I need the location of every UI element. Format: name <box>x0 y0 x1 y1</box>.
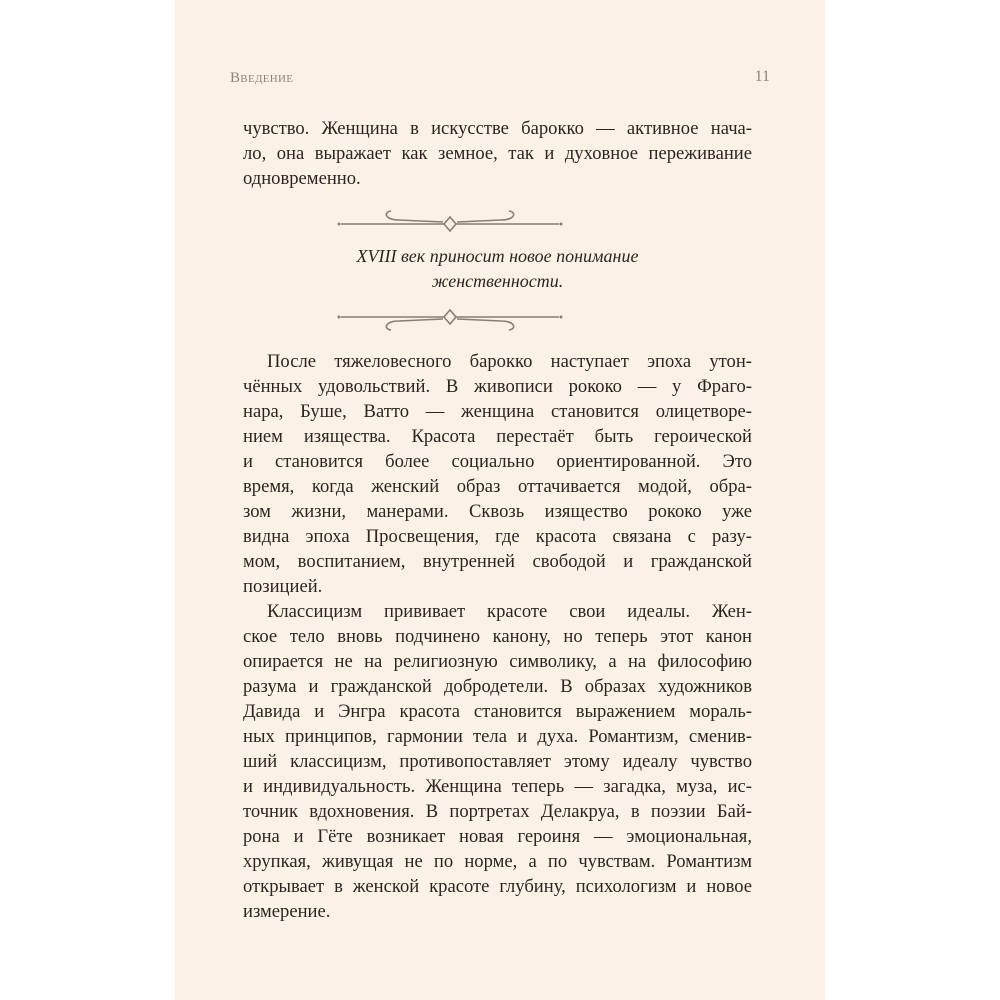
text-line: зом жизни, манерами. Сквозь изящество рококо уже <box>243 501 752 522</box>
text-line: хрупкая, живущая не по норме, а по чувствам. Романтизм <box>243 851 752 872</box>
text-line: ных принципов, гармонии тела и духа. Романтизм, сменив- <box>243 726 752 747</box>
paragraph-2 <box>243 349 752 924</box>
page-number: 11 <box>754 68 770 85</box>
quote-line: XVIII век приносит новое понимание <box>356 246 639 266</box>
text-line: позицией. <box>243 576 323 597</box>
text-line: и становится более социально ориентированной. Это <box>243 451 752 472</box>
text-line: одновременно. <box>243 168 361 189</box>
ornament-divider-top <box>335 205 565 235</box>
text-line: нара, Буше, Ватто — женщина становится олицетворе- <box>243 401 752 422</box>
paragraph-1 <box>243 116 752 191</box>
text-line: и индивидуальность. Женщина теперь — загадка, муза, ис- <box>243 776 752 797</box>
text-line: мом, воспитанием, внутренней свободой и гражданской <box>243 551 752 572</box>
text-line: После тяжеловесного барокко наступает эпоха утон- <box>267 351 752 372</box>
text-line: Классицизм прививает красоте свои идеалы. Жен- <box>267 601 752 622</box>
text-line: рона и Гёте возникает новая героиня — эмоциональная, <box>243 826 752 847</box>
text-line: чувство. Женщина в искусстве барокко — активное нача- <box>243 118 752 139</box>
text-line: Давида и Энгра красота становится выражением мораль- <box>243 701 752 722</box>
pull-quote <box>243 244 752 294</box>
text-line: открывает в женской красоте глубину, психологизм и новое <box>243 876 752 897</box>
text-line: разума и гражданской добродетели. В образах художников <box>243 676 752 697</box>
running-header: Введение <box>230 70 294 86</box>
text-line: ший классицизм, противопоставляет этому идеалу чувство <box>243 751 752 772</box>
text-line: чённых удовольствий. В живописи рококо — у Фраго- <box>243 376 752 397</box>
text-line: нием изящества. Красота перестаёт быть героической <box>243 426 752 447</box>
text-line: измерение. <box>243 901 331 922</box>
text-line: время, когда женский образ оттачивается модой, обра- <box>243 476 752 497</box>
quote-line: женственности. <box>431 271 564 291</box>
ornament-divider-bottom <box>335 306 565 336</box>
text-line: точник вдохновения. В портретах Делакруа, в поэзии Бай- <box>243 801 752 822</box>
text-line: видна эпоха Просвещения, где красота связана с разу- <box>243 526 752 547</box>
text-line: ское тело вновь подчинено канону, но теперь этот канон <box>243 626 752 647</box>
book-page <box>175 0 825 1000</box>
text-line: опирается не на религиозную символику, а на философию <box>243 651 752 672</box>
text-line: ло, она выражает как земное, так и духовное переживание <box>243 143 752 164</box>
